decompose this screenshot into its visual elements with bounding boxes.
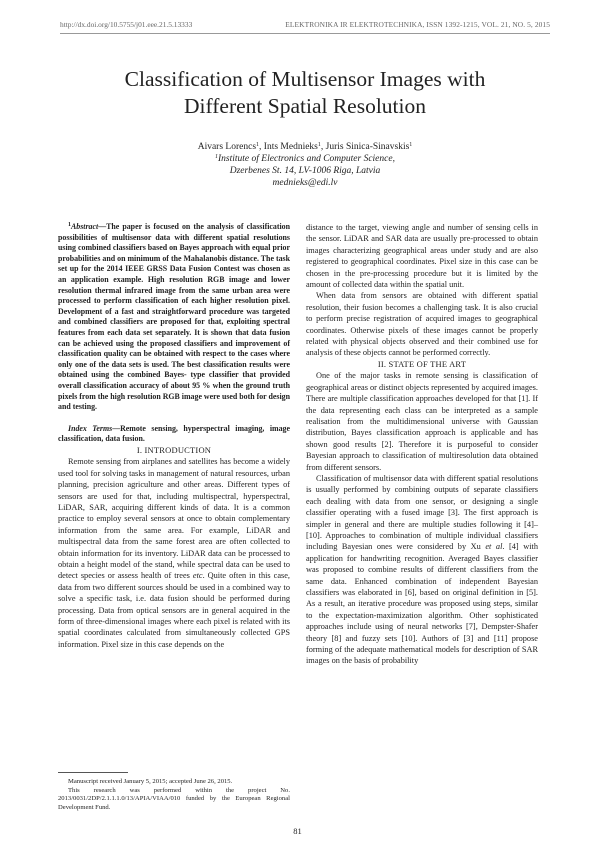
- footnote-manuscript: Manuscript received January 5, 2015; accepted June 26, 2015.: [68, 778, 233, 785]
- abstract: $^1$Abstract—The paper is focused on the analysis of classification possibilities of multisensor data with different spatial resolutions using combined classifiers based on Bayes approach with equal prior probabilities and on minimum of the Mahalanobis distance. The task set up for the 2014 IEEE GRSS Data Fusion Contest was chosen as an application example. High resolution RGB image and lower resolution thermal infrared image from the same urban area were processed to perform classification of each higher resolution pixel. Development of a fast and straightforward procedure was targeted and combined classifiers are proposed for that, exploiting spectral features from each data set separately. It is shown that data fusion can be achieved using the proposed classifiers and improvement of classification quality can be obtained with respect to the cases where only one of the data sets is used. The best classification results were obtained using the combined Bayes- type classifier that provided overall classification accuracy of about 95 % when the ground truth pixels from the high resolution RGB image were used both for design and testing.: [58, 222, 290, 412]
- doi-link[interactable]: http://dx.doi.org/10.5755/j01.eee.21.5.13333: [60, 20, 193, 29]
- affiliation-line-1: $^1$Institute of Electronics and Computer Science,: [215, 154, 395, 164]
- left-column: [58, 222, 290, 650]
- page-number: 81: [293, 826, 302, 836]
- affiliation-line-2: Dzerbenes St. 14, LV-1006 Riga, Latvia: [229, 166, 381, 176]
- abstract-label: Abstract: [71, 222, 99, 231]
- paragraph: Classification of multisensor data with different spatial resolutions is usually performed by combining outputs of separate classifiers each dealing with data from one sensor, or designing a single classifier operating with a fused image [3]. The first approach is simpler in general and there are multiple studies following it [4]–[10]. Approaches to combination of multiple individual classifiers including Bayesian ones were considered by Xu et al. [4] with application for handwriting recognition. Averaged Bayes classifier was proposed to combine results of different classifiers from the same data. Enhanced combination of independent Bayesian classifiers was elaborated in [6], based on original definition in [5]. As a result, an iterative procedure was proposed using steps, similar to the expectation-maximization algorithm. Other sophisticated approaches include using of neural networks [7], Dempster-Shafer theory [8] and fuzzy sets [10]. Authors of [3] and [11] propose forming of the adequate mathematical models for description of SAR images on the basis of probability: [306, 473, 538, 666]
- paragraph: Remote sensing from airplanes and satellites has become a widely used tool for solving tasks in management of natural resources, urban planning, precision agriculture and other areas. Different types of sensors are used for that, including multispectral, hyperspectral, LiDAR, SAR, acquiring different kinds of data. It is a common practice to employ several sensors at once to obtain complementary information from the same area. For example, LiDAR and multispectral data from the same forest area are often collected to obtain information for its inventory. LiDAR data can be processed to obtain a height model of the stand, while spectral data can be used to detect species or assess health of trees etc. Quite often in this case, data from two different sources should be used in a combined way to solve a specific task, i.e. data fusion should be performed during processing. Data from optical sensors are in general acquired in the form of three-dimensional images where each pixel is related with its spatial coordinates calculated from simultaneously collected GPS information. Pixel size in this case depends on the: [58, 457, 290, 649]
- paper-title: [60, 66, 550, 120]
- section-heading-introduction: I. INTRODUCTION: [136, 444, 212, 455]
- author-3: Juris Sinica-Sinavskis: [325, 142, 410, 152]
- footnote: [58, 778, 290, 812]
- footnote-funding: This research was performed within the project No. 2013/0031/2DP/2.1.1.1.0/13/APIA/VIAA/010 funded by the European Regional Development Fund.: [58, 786, 290, 811]
- author-2: Ints Mednieks: [263, 142, 318, 152]
- section-heading-state-of-the-art: II. STATE OF THE ART: [377, 358, 467, 369]
- right-column: [306, 222, 538, 667]
- journal-header: ELEKTRONIKA IR ELEKTROTECHNIKA, ISSN 1392-1215, VOL. 21, NO. 5, 2015: [285, 20, 550, 29]
- author-list: Aivars Lorencs$^1$, Ints Mednieks$^1$, Juris Sinica-Sinavskis$^1$: [197, 142, 413, 152]
- index-terms-text: —Remote sensing, hyperspectral imaging, image classification, data fusion.: [58, 423, 291, 444]
- author-block: [60, 141, 550, 189]
- index-terms-label: Index Terms: [68, 423, 113, 433]
- author-email[interactable]: mednieks@edi.lv: [272, 178, 338, 188]
- title-line-2: Different Spatial Resolution: [183, 94, 427, 118]
- header-divider: [60, 33, 550, 34]
- title-line-1: Classification of Multisensor Images with: [124, 67, 486, 91]
- paragraph: When data from sensors are obtained with different spatial resolution, their fusion becomes a challenging task. It is also crucial to perform precise registration of acquired images to geographical coordinates. Otherwise pixels of these images cannot be properly related with physical objects observed and their combined use for analysis of these objects cannot be performed correctly.: [306, 291, 538, 358]
- paragraph: One of the major tasks in remote sensing is classification of geographical areas or distinct objects represented by acquired images. There are multiple classification approaches developed for that [1]. If the data representing each class can be interpreted as a sample realisation from the multidimensional universe with Gaussian distribution, Bayes classification approach is applicable and has shown good results [2]. Therefore it is purposeful to consider Bayesian approach to classification of multiresolution data obtained from different sensors.: [306, 371, 538, 472]
- paragraph: distance to the target, viewing angle and number of sensing cells in the sensor. LiDAR and SAR data are usually pre-processed to obtain images characterizing geographical areas under study and are also registered to geographical coordinates. Pixel size in this case can be chosen in the pre-processing procedure but it is limited by the amount of collected data within the spatial unit.: [306, 223, 538, 290]
- author-1: Aivars Lorencs: [197, 142, 257, 152]
- index-terms: [58, 424, 290, 445]
- abstract-text: —The paper is focused on the analysis of classification possibilities of multisensor data with different spatial resolutions using combined classifiers based on Bayes approach with equal prior probabilities and on minimum of the Mahalanobis distance. The task set up for the 2014 IEEE GRSS Data Fusion Contest was chosen as an application example. High resolution RGB image and lower resolution thermal infrared image from the same urban area were processed to perform classification of each higher resolution pixel. Development of a fast and straightforward procedure was targeted and combined classifiers are proposed for that, exploiting spectral features from each data set separately. It is shown that data fusion can be achieved using the proposed classifiers and improvement of classification quality can be obtained with respect to the cases where only one of the data sets is used. The best classification results were obtained using the combined Bayes- type classifier that provided overall classification accuracy of about 95 % when the ground truth pixels from the high resolution RGB image were used both for design and testing.: [58, 222, 290, 412]
- footnote-divider: [58, 772, 128, 773]
